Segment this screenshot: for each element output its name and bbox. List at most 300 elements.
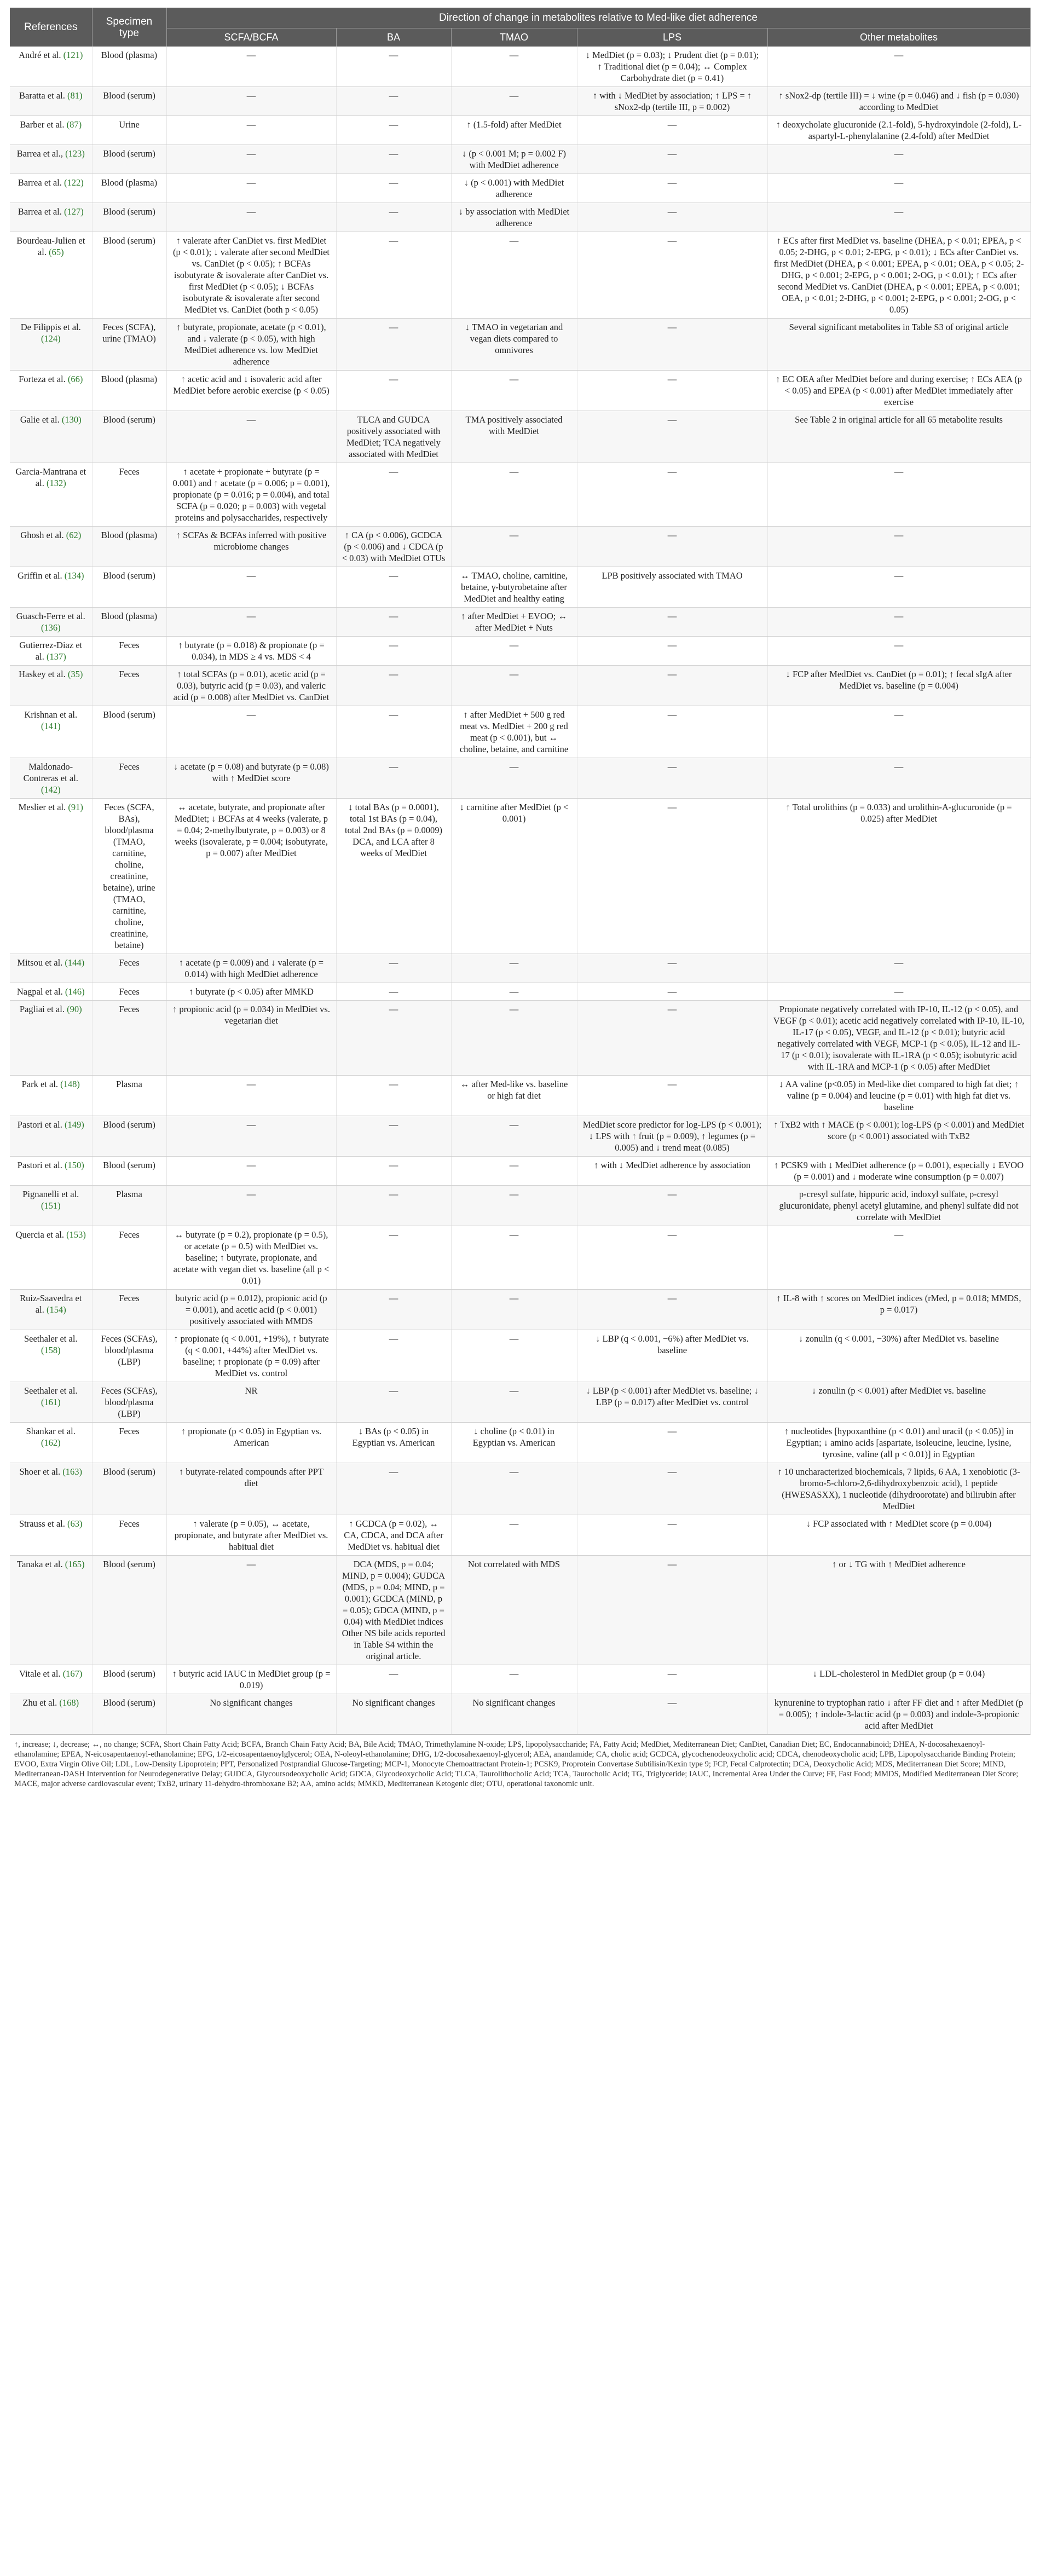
reference-cell	[10, 1556, 92, 1665]
tmao-cell: —	[451, 47, 577, 87]
author-name: Bourdeau-Julien et al.	[16, 235, 85, 257]
reference-cell	[10, 799, 92, 954]
scfa-cell: ↑ propionate (p < 0.05) in Egyptian vs. American	[166, 1423, 336, 1463]
specimen-cell: Plasma	[92, 1076, 166, 1116]
table-row	[10, 116, 1030, 145]
other-metabolites-cell: ↑ TxB2 with ↑ MACE (p < 0.001); log-LPS (p < 0.001) and MedDiet score (p < 0.001) associated with TxB2	[767, 1116, 1030, 1157]
citation-link[interactable]: (66)	[67, 374, 83, 384]
ba-cell: —	[336, 1226, 451, 1290]
lps-cell: —	[577, 527, 767, 567]
other-metabolites-cell: —	[767, 706, 1030, 758]
lps-cell: —	[577, 1694, 767, 1735]
ba-cell: —	[336, 371, 451, 411]
tmao-cell: ↔ after Med-like vs. baseline or high fat diet	[451, 1076, 577, 1116]
other-metabolites-cell: p-cresyl sulfate, hippuric acid, indoxyl sulfate, p-cresyl glucuronidate, phenyl acetyl glutamine, and phenyl sulfate did not correlate with MedDiet	[767, 1186, 1030, 1226]
reference-cell	[10, 203, 92, 232]
reference-cell	[10, 1116, 92, 1157]
ba-cell: —	[336, 637, 451, 666]
table-body	[10, 47, 1030, 1735]
scfa-cell: —	[166, 567, 336, 608]
citation-link[interactable]: (137)	[46, 651, 66, 662]
author-name: André et al.	[19, 50, 63, 60]
citation-link[interactable]: (168)	[59, 1697, 79, 1708]
ba-cell: —	[336, 116, 451, 145]
tmao-cell: TMA positively associated with MedDiet	[451, 411, 577, 463]
lps-cell: ↑ with ↓ MedDiet by association; ↑ LPS = ↑ sNox2-dp (tertile III, p = 0.002)	[577, 87, 767, 116]
specimen-cell: Feces (SCFA, BAs), blood/plasma (TMAO, carnitine, choline, creatinine, betaine), urine (TMAO, carnitine, choline, creatinine, betaine)	[92, 799, 166, 954]
table-row	[10, 567, 1030, 608]
reference-cell	[10, 174, 92, 203]
scfa-cell: ↑ butyrate (p = 0.018) & propionate (p = 0.034), in MDS ≥ 4 vs. MDS < 4	[166, 637, 336, 666]
author-name: Griffin et al.	[17, 570, 65, 581]
author-name: Nagpal et al.	[16, 986, 65, 997]
other-metabolites-cell: —	[767, 463, 1030, 527]
citation-link[interactable]: (81)	[67, 90, 83, 101]
table-row	[10, 411, 1030, 463]
author-name: Quercia et al.	[15, 1229, 67, 1240]
scfa-cell: ↑ butyric acid IAUC in MedDiet group (p = 0.019)	[166, 1665, 336, 1694]
other-metabolites-cell: See Table 2 in original article for all 65 metabolite results	[767, 411, 1030, 463]
scfa-cell: ↑ acetic acid and ↓ isovaleric acid after MedDiet before aerobic exercise (p < 0.05)	[166, 371, 336, 411]
reference-cell	[10, 637, 92, 666]
lps-cell: —	[577, 145, 767, 174]
other-metabolites-cell: ↓ zonulin (p < 0.001) after MedDiet vs. baseline	[767, 1382, 1030, 1423]
ba-cell: —	[336, 1157, 451, 1186]
tmao-cell: —	[451, 1226, 577, 1290]
table-row	[10, 1226, 1030, 1290]
table-row	[10, 1157, 1030, 1186]
lps-cell: —	[577, 232, 767, 319]
citation-link[interactable]: (154)	[46, 1304, 66, 1315]
scfa-cell: —	[166, 174, 336, 203]
scfa-cell: —	[166, 116, 336, 145]
reference-cell	[10, 1463, 92, 1515]
lps-cell: —	[577, 1001, 767, 1076]
table-row	[10, 637, 1030, 666]
citation-link[interactable]: (149)	[64, 1119, 84, 1130]
other-metabolites-cell: —	[767, 47, 1030, 87]
tmao-cell: ↑ after MedDiet + 500 g red meat vs. MedDiet + 200 g red meat (p < 0.001), but ↔ choline, betaine, and carnitine	[451, 706, 577, 758]
specimen-cell: Blood (serum)	[92, 1463, 166, 1515]
ba-cell: —	[336, 608, 451, 637]
other-metabolites-cell: ↑ sNox2-dp (tertile III) = ↓ wine (p = 0.046) and ↓ fish (p = 0.030) according to MedDiet	[767, 87, 1030, 116]
tmao-cell: —	[451, 232, 577, 319]
reference-cell	[10, 1186, 92, 1226]
other-metabolites-cell: ↑ EC OEA after MedDiet before and during exercise; ↑ ECs AEA (p < 0.05) and EPEA (p < 0.001) after MedDiet immediately after exercise	[767, 371, 1030, 411]
lps-cell: ↓ LBP (p < 0.001) after MedDiet vs. baseline; ↓ LBP (p = 0.017) after MedDiet vs. control	[577, 1382, 767, 1423]
citation-link[interactable]: (161)	[41, 1397, 61, 1407]
table-row	[10, 1001, 1030, 1076]
reference-cell	[10, 954, 92, 983]
ba-cell: —	[336, 203, 451, 232]
scfa-cell: ↑ propionate (q < 0.001, +19%), ↑ butyrate (q < 0.001, +44%) after MedDiet vs. baseline; ↑ propionate (p = 0.09) after MedDiet vs. control	[166, 1330, 336, 1382]
reference-cell	[10, 1226, 92, 1290]
other-metabolites-cell: ↑ ECs after first MedDiet vs. baseline (DHEA, p < 0.01; EPEA, p < 0.05; 2-DHG, p < 0.01; 2-EPG, p < 0.01); ↓ ECs after CanDiet vs. first MedDiet (DHEA, p < 0.001; EPEA, p < 0.01; OEA, p < 0.05; 2-DHG, p < 0.001; 2-EPG, p < 0.001; 2-OG, p < 0.01); ↑ ECs after second MedDiet vs. CanDiet (DHEA, p < 0.001; EPEA, p < 0.001; OEA, p < 0.01; 2-DHG, p < 0.001; 2-EPG, p < 0.001; 2-OG, p < 0.05)	[767, 232, 1030, 319]
reference-cell	[10, 319, 92, 371]
specimen-cell: Blood (serum)	[92, 203, 166, 232]
scfa-cell: ↔ acetate, butyrate, and propionate after MedDiet; ↓ BCFAs at 4 weeks (valerate, p = 0.04; 2-methylbutyrate, p = 0.003) or 8 weeks (isovalerate, p = 0.004; isobutyrate, p = 0.007) after MedDiet	[166, 799, 336, 954]
lps-cell: —	[577, 758, 767, 799]
citation-link[interactable]: (124)	[41, 333, 61, 344]
scfa-cell: ↑ total SCFAs (p = 0.01), acetic acid (p = 0.03), butyric acid (p = 0.03), and valeric acid (p = 0.008) after MedDiet vs. CanDiet	[166, 666, 336, 706]
author-name: Pagliai et al.	[19, 1004, 67, 1014]
other-metabolites-cell: ↓ FCP associated with ↑ MedDiet score (p = 0.004)	[767, 1515, 1030, 1556]
citation-link[interactable]: (163)	[62, 1466, 83, 1477]
tmao-cell: —	[451, 954, 577, 983]
table-row	[10, 1423, 1030, 1463]
ba-cell: —	[336, 1330, 451, 1382]
ba-cell: —	[336, 983, 451, 1001]
tmao-cell: No significant changes	[451, 1694, 577, 1735]
reference-cell	[10, 1382, 92, 1423]
specimen-cell: Feces	[92, 1001, 166, 1076]
lps-cell: LPB positively associated with TMAO	[577, 567, 767, 608]
scfa-cell: —	[166, 1116, 336, 1157]
table-row	[10, 1382, 1030, 1423]
ba-cell: —	[336, 1076, 451, 1116]
author-name: Barrea et al.	[18, 177, 65, 188]
tmao-cell: —	[451, 666, 577, 706]
tmao-cell: —	[451, 87, 577, 116]
author-name: Pignanelli et al.	[22, 1189, 79, 1199]
author-name: De Filippis et al.	[20, 322, 81, 332]
author-name: Ruiz-Saavedra et al.	[20, 1293, 82, 1315]
specimen-cell: Blood (serum)	[92, 567, 166, 608]
scfa-cell: ↓ acetate (p = 0.08) and butyrate (p = 0.08) with ↑ MedDiet score	[166, 758, 336, 799]
lps-cell: —	[577, 954, 767, 983]
author-name: Ghosh et al.	[20, 530, 66, 540]
author-name: Barrea et al.	[18, 206, 65, 217]
author-name: Krishnan et al.	[24, 709, 78, 720]
specimen-cell: Feces	[92, 1290, 166, 1330]
other-metabolites-cell: —	[767, 637, 1030, 666]
reference-cell	[10, 1076, 92, 1116]
ba-cell: —	[336, 1290, 451, 1330]
metabolite-table	[10, 8, 1031, 1735]
ba-cell: No significant changes	[336, 1694, 451, 1735]
specimen-cell: Feces	[92, 463, 166, 527]
scfa-cell: ↑ butyrate (p < 0.05) after MMKD	[166, 983, 336, 1001]
table-row	[10, 232, 1030, 319]
lps-cell: —	[577, 371, 767, 411]
specimen-cell: Blood (plasma)	[92, 47, 166, 87]
lps-cell: —	[577, 1665, 767, 1694]
ba-cell: ↓ total BAs (p = 0.0001), total 1st BAs (p = 0.04), total 2nd BAs (p = 0.0009) DCA, and LCA after 8 weeks of MedDiet	[336, 799, 451, 954]
ba-cell: DCA (MDS, p = 0.04; MIND, p = 0.004); GUDCA (MDS, p = 0.04; MIND, p = 0.001); GCDCA (MIND, p = 0.05); GDCA (MIND, p = 0.04) with MedDiet indices Other NS bile acids reported in Table S4 within the original article.	[336, 1556, 451, 1665]
tmao-cell: —	[451, 1116, 577, 1157]
scfa-cell: ↑ valerate (p = 0.05), ↔ acetate, propionate, and butyrate after MedDiet vs. habitual diet	[166, 1515, 336, 1556]
header-lps: LPS	[577, 28, 767, 47]
table-row	[10, 1463, 1030, 1515]
lps-cell: —	[577, 608, 767, 637]
specimen-cell: Feces	[92, 1226, 166, 1290]
citation-link[interactable]: (63)	[67, 1518, 83, 1529]
reference-cell	[10, 145, 92, 174]
scfa-cell: butyric acid (p = 0.012), propionic acid (p = 0.001), and acetic acid (p < 0.001) positively associated with MMDS	[166, 1290, 336, 1330]
table-row	[10, 174, 1030, 203]
other-metabolites-cell: ↓ AA valine (p<0.05) in Med-like diet compared to high fat diet; ↑ valine (p = 0.004) and leucine (p = 0.01) with high fat diet vs. baseline	[767, 1076, 1030, 1116]
reference-cell	[10, 371, 92, 411]
author-name: Shankar et al.	[26, 1426, 76, 1436]
citation-link[interactable]: (35)	[67, 669, 83, 679]
table-row	[10, 954, 1030, 983]
header-specimen: Specimen type	[92, 8, 166, 47]
other-metabolites-cell: —	[767, 567, 1030, 608]
citation-link[interactable]: (90)	[67, 1004, 82, 1014]
citation-link[interactable]: (142)	[41, 784, 61, 795]
ba-cell: ↓ BAs (p < 0.05) in Egyptian vs. American	[336, 1423, 451, 1463]
specimen-cell: Feces	[92, 983, 166, 1001]
tmao-cell: ↓ by association with MedDiet adherence	[451, 203, 577, 232]
reference-cell	[10, 666, 92, 706]
scfa-cell: —	[166, 145, 336, 174]
author-name: Seethaler et al.	[24, 1333, 78, 1344]
author-name: Barber et al.	[20, 119, 67, 130]
reference-cell	[10, 706, 92, 758]
other-metabolites-cell: —	[767, 608, 1030, 637]
citation-link[interactable]: (132)	[46, 478, 66, 488]
citation-link[interactable]: (65)	[49, 247, 64, 257]
reference-cell	[10, 47, 92, 87]
tmao-cell: ↓ (p < 0.001) with MedDiet adherence	[451, 174, 577, 203]
table-row	[10, 1556, 1030, 1665]
specimen-cell: Blood (serum)	[92, 1694, 166, 1735]
table-row	[10, 1076, 1030, 1116]
other-metabolites-cell: —	[767, 954, 1030, 983]
scfa-cell: —	[166, 608, 336, 637]
author-name: Maldonado-Contreras et al.	[23, 761, 78, 783]
author-name: Pastori et al.	[17, 1160, 65, 1170]
ba-cell: —	[336, 567, 451, 608]
citation-link[interactable]: (130)	[61, 414, 82, 425]
scfa-cell: —	[166, 87, 336, 116]
lps-cell: —	[577, 1290, 767, 1330]
scfa-cell: —	[166, 1157, 336, 1186]
author-name: Strauss et al.	[19, 1518, 67, 1529]
reference-cell	[10, 758, 92, 799]
table-row	[10, 983, 1030, 1001]
specimen-cell: Blood (serum)	[92, 1665, 166, 1694]
citation-link[interactable]: (151)	[41, 1200, 61, 1211]
table-row	[10, 1186, 1030, 1226]
table-row	[10, 527, 1030, 567]
lps-cell: —	[577, 411, 767, 463]
other-metabolites-cell: —	[767, 174, 1030, 203]
table-row	[10, 1694, 1030, 1735]
table-header	[10, 8, 1030, 47]
other-metabolites-cell: —	[767, 983, 1030, 1001]
header-tmao: TMAO	[451, 28, 577, 47]
specimen-cell: Blood (plasma)	[92, 608, 166, 637]
citation-link[interactable]: (123)	[65, 148, 85, 159]
reference-cell	[10, 1001, 92, 1076]
citation-link[interactable]: (87)	[66, 119, 82, 130]
ba-cell: —	[336, 174, 451, 203]
specimen-cell: Feces	[92, 954, 166, 983]
specimen-cell: Blood (serum)	[92, 1556, 166, 1665]
citation-link[interactable]: (141)	[41, 721, 61, 731]
reference-cell	[10, 567, 92, 608]
other-metabolites-cell: ↑ Total urolithins (p = 0.033) and urolithin-A-glucuronide (p = 0.025) after MedDiet	[767, 799, 1030, 954]
table-row	[10, 463, 1030, 527]
other-metabolites-cell: ↓ FCP after MedDiet vs. CanDiet (p = 0.01); ↑ fecal sIgA after MedDiet vs. baseline (p = 0.004)	[767, 666, 1030, 706]
citation-link[interactable]: (162)	[41, 1437, 61, 1448]
reference-cell	[10, 463, 92, 527]
tmao-cell: ↓ choline (p < 0.01) in Egyptian vs. American	[451, 1423, 577, 1463]
ba-cell: ↑ GCDCA (p = 0.02), ↔ CA, CDCA, and DCA after MedDiet vs. habitual diet	[336, 1515, 451, 1556]
tmao-cell: —	[451, 1330, 577, 1382]
other-metabolites-cell: Propionate negatively correlated with IP-10, IL-12 (p < 0.05), and VEGF (p < 0.01); acetic acid negatively correlated with IP-10, IL-10, IL-17 (p < 0.05), VEGF, and IL-12 (p < 0.01); butyric acid negatively correlated with VEGF, MCP-1 (p < 0.05), IL-12 and IL-17 (p < 0.01); isovalerate with IL-1RA (p < 0.05); isobutyric acid with IL-1RA and MCP-1 (p < 0.05) after MedDiet	[767, 1001, 1030, 1076]
ba-cell: —	[336, 1116, 451, 1157]
tmao-cell: —	[451, 371, 577, 411]
reference-cell	[10, 983, 92, 1001]
table-row	[10, 1330, 1030, 1382]
table-row	[10, 1290, 1030, 1330]
specimen-cell: Feces (SCFAs), blood/plasma (LBP)	[92, 1382, 166, 1423]
ba-cell: TLCA and GUDCA positively associated with MedDiet; TCA negatively associated with MedDiet	[336, 411, 451, 463]
specimen-cell: Blood (serum)	[92, 145, 166, 174]
other-metabolites-cell: kynurenine to tryptophan ratio ↓ after FF diet and ↑ after MedDiet (p = 0.005); ↑ indole-3-lactic acid (p = 0.003) and indole-3-propionic acid after MedDiet	[767, 1694, 1030, 1735]
other-metabolites-cell: Several significant metabolites in Table S3 of original article	[767, 319, 1030, 371]
reference-cell	[10, 1515, 92, 1556]
ba-cell: —	[336, 1463, 451, 1515]
lps-cell: —	[577, 1556, 767, 1665]
table-row	[10, 1515, 1030, 1556]
tmao-cell: —	[451, 1463, 577, 1515]
reference-cell	[10, 1694, 92, 1735]
specimen-cell: Feces	[92, 637, 166, 666]
scfa-cell: ↑ acetate (p = 0.009) and ↓ valerate (p = 0.014) with high MedDiet adherence	[166, 954, 336, 983]
citation-link[interactable]: (153)	[66, 1229, 86, 1240]
author-name: Baratta et al.	[19, 90, 67, 101]
citation-link[interactable]: (150)	[64, 1160, 84, 1170]
author-name: Vitale et al.	[19, 1668, 63, 1679]
lps-cell: —	[577, 799, 767, 954]
other-metabolites-cell: —	[767, 145, 1030, 174]
table-row	[10, 1665, 1030, 1694]
ba-cell: —	[336, 758, 451, 799]
scfa-cell: —	[166, 1556, 336, 1665]
reference-cell	[10, 1330, 92, 1382]
header-scfa: SCFA/BCFA	[166, 28, 336, 47]
specimen-cell: Blood (serum)	[92, 411, 166, 463]
tmao-cell: —	[451, 527, 577, 567]
lps-cell: —	[577, 983, 767, 1001]
other-metabolites-cell: —	[767, 758, 1030, 799]
scfa-cell: ↑ acetate + propionate + butyrate (p = 0.001) and ↑ acetate (p = 0.006; p = 0.001), propionate (p = 0.016; p = 0.004), and total SCFA (p = 0.020; p = 0.003) with vegetal proteins and polysaccharides, respectively	[166, 463, 336, 527]
citation-link[interactable]: (136)	[41, 622, 61, 633]
table-row	[10, 145, 1030, 174]
lps-cell: —	[577, 1226, 767, 1290]
reference-cell	[10, 1665, 92, 1694]
specimen-cell: Blood (serum)	[92, 706, 166, 758]
author-name: Tanaka et al.	[17, 1559, 65, 1569]
table-row	[10, 706, 1030, 758]
table-row	[10, 1116, 1030, 1157]
author-name: Park et al.	[21, 1079, 61, 1089]
ba-cell: —	[336, 666, 451, 706]
specimen-cell: Feces	[92, 666, 166, 706]
other-metabolites-cell: ↑ 10 uncharacterized biochemicals, 7 lipids, 6 AA, 1 xenobiotic (3-bromo-5-chloro-2,6-dihydroxybenzoic acid), 1 peptide (HWESASXX), 1 nucleotide (dihydroorotate) and bilirubin after MedDiet	[767, 1463, 1030, 1515]
scfa-cell: ↑ SCFAs & BCFAs inferred with positive microbiome changes	[166, 527, 336, 567]
citation-link[interactable]: (121)	[63, 50, 83, 60]
lps-cell: —	[577, 174, 767, 203]
tmao-cell: ↑ (1.5-fold) after MedDiet	[451, 116, 577, 145]
author-name: Forteza et al.	[19, 374, 68, 384]
citation-link[interactable]: (122)	[64, 177, 84, 188]
table-row	[10, 371, 1030, 411]
scfa-cell: —	[166, 1076, 336, 1116]
citation-link[interactable]: (62)	[66, 530, 82, 540]
other-metabolites-cell: —	[767, 203, 1030, 232]
specimen-cell: Blood (serum)	[92, 1157, 166, 1186]
citation-link[interactable]: (91)	[68, 802, 83, 812]
scfa-cell: —	[166, 1186, 336, 1226]
citation-link[interactable]: (167)	[62, 1668, 83, 1679]
other-metabolites-cell: ↓ zonulin (q < 0.001, −30%) after MedDiet vs. baseline	[767, 1330, 1030, 1382]
citation-link[interactable]: (165)	[65, 1559, 85, 1569]
table-row	[10, 608, 1030, 637]
scfa-cell: ↔ butyrate (p = 0.2), propionate (p = 0.5), or acetate (p = 0.5) with MedDiet vs. baseline; ↑ butyrate, propionate, and acetate with vegan diet vs. baseline (all p < 0.01)	[166, 1226, 336, 1290]
lps-cell: —	[577, 637, 767, 666]
scfa-cell: —	[166, 411, 336, 463]
ba-cell: —	[336, 1665, 451, 1694]
author-name: Guasch-Ferre et al.	[16, 611, 85, 621]
lps-cell: —	[577, 1515, 767, 1556]
citation-link[interactable]: (134)	[64, 570, 84, 581]
ba-cell: —	[336, 1186, 451, 1226]
tmao-cell: ↓ TMAO in vegetarian and vegan diets compared to omnivores	[451, 319, 577, 371]
lps-cell: —	[577, 706, 767, 758]
citation-link[interactable]: (146)	[65, 986, 85, 997]
other-metabolites-cell: ↑ deoxycholate glucuronide (2.1-fold), 5-hydroxyindole (2-fold), L-aspartyl-L-phenylalanine (2.4-fold) after MedDiet	[767, 116, 1030, 145]
other-metabolites-cell: —	[767, 1226, 1030, 1290]
header-references: References	[10, 8, 92, 47]
citation-link[interactable]: (158)	[41, 1345, 61, 1355]
lps-cell: —	[577, 463, 767, 527]
other-metabolites-cell: ↑ PCSK9 with ↓ MedDiet adherence (p = 0.001), especially ↓ EVOO (p = 0.001) and ↓ moderate wine consumption (p = 0.007)	[767, 1157, 1030, 1186]
other-metabolites-cell: ↑ IL-8 with ↑ scores on MedDiet indices (rMed, p = 0.018; MMDS, p = 0.017)	[767, 1290, 1030, 1330]
tmao-cell: Not correlated with MDS	[451, 1556, 577, 1665]
reference-cell	[10, 1157, 92, 1186]
specimen-cell: Feces (SCFAs), blood/plasma (LBP)	[92, 1330, 166, 1382]
author-name: Barrea et al.,	[16, 148, 66, 159]
author-name: Haskey et al.	[19, 669, 68, 679]
other-metabolites-cell: —	[767, 527, 1030, 567]
author-name: Seethaler et al.	[24, 1385, 78, 1396]
lps-cell: —	[577, 1463, 767, 1515]
specimen-cell: Feces	[92, 1515, 166, 1556]
citation-link[interactable]: (144)	[65, 957, 85, 968]
ba-cell: —	[336, 87, 451, 116]
other-metabolites-cell: ↑ or ↓ TG with ↑ MedDiet adherence	[767, 1556, 1030, 1665]
tmao-cell: —	[451, 1382, 577, 1423]
reference-cell	[10, 1423, 92, 1463]
other-metabolites-cell: ↑ nucleotides [hypoxanthine (p < 0.01) and uracil (p < 0.05)] in Egyptian; ↓ amino acids [aspartate, isoleucine, leucine, lysine, tyrosine, valine (all p < 0.01)] in Egyptian	[767, 1423, 1030, 1463]
reference-cell	[10, 116, 92, 145]
ba-cell: —	[336, 145, 451, 174]
scfa-cell: —	[166, 203, 336, 232]
ba-cell: —	[336, 954, 451, 983]
table-row	[10, 203, 1030, 232]
reference-cell	[10, 527, 92, 567]
specimen-cell: Blood (plasma)	[92, 371, 166, 411]
lps-cell: —	[577, 666, 767, 706]
table-row	[10, 47, 1030, 87]
citation-link[interactable]: (148)	[60, 1079, 80, 1089]
citation-link[interactable]: (127)	[64, 206, 84, 217]
reference-cell	[10, 87, 92, 116]
